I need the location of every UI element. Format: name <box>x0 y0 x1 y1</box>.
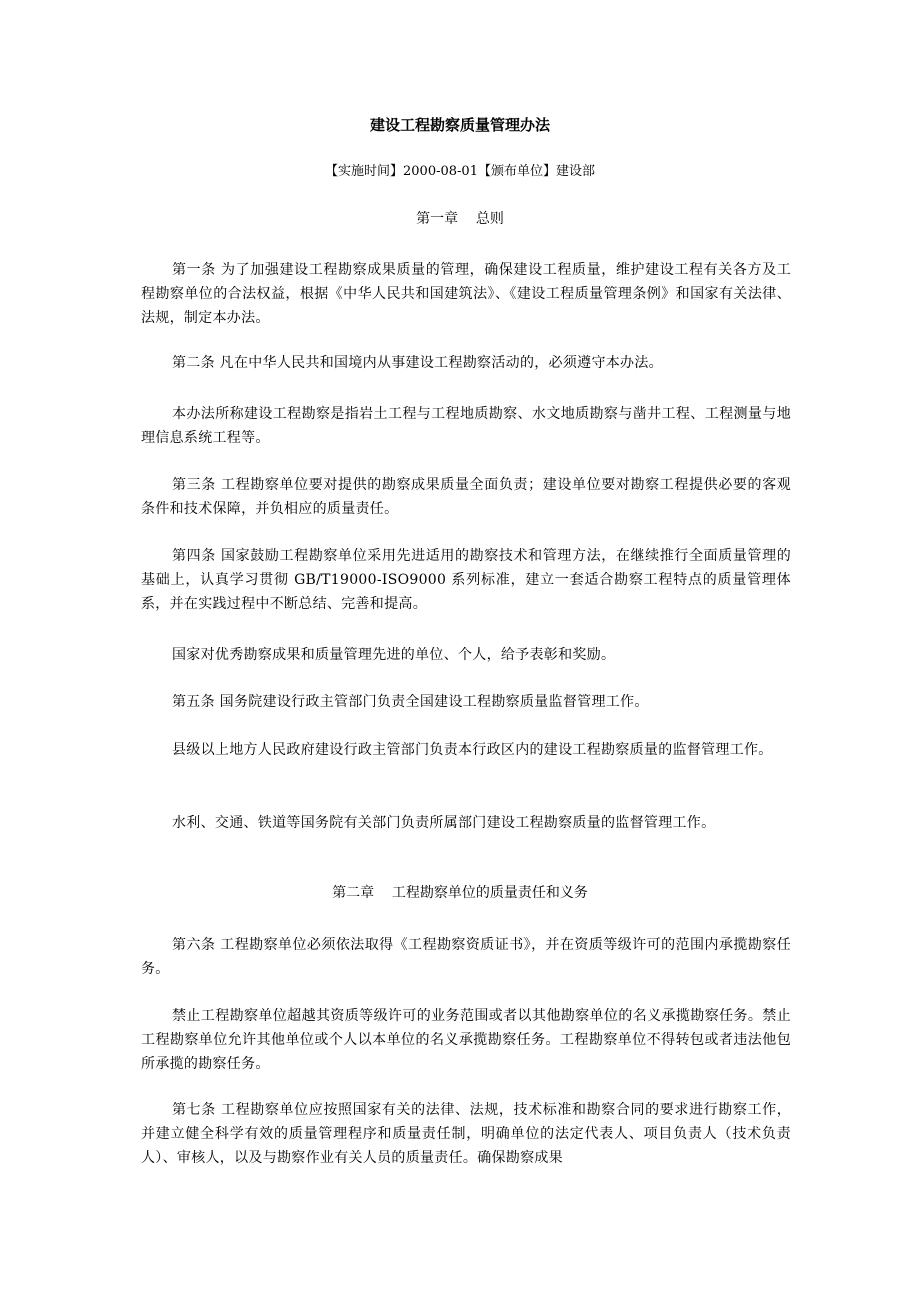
article-3: 第三条 工程勘察单位要对提供的勘察成果质量全面负责；建设单位要对勘察工程提供必要的客观条件和技术保障，并负相应的质量责任。 <box>141 477 791 517</box>
article-4: 第四条 国家鼓励工程勘察单位采用先进适用的勘察技术和管理方法，在继续推行全面质量管理的基础上，认真学习贯彻 GB/T19000-ISO9000 系列标准，建立一套适合勘察工程特点的质量管理体系，并在实践过程中不断总结、完善和提高。 <box>141 548 791 612</box>
article-5-clause-1: 县级以上地方人民政府建设行政主管部门负责本行政区内的建设工程勘察质量的监督管理工作。 <box>172 742 773 758</box>
article-5: 第五条 国务院建设行政主管部门负责全国建设工程勘察质量监督管理工作。 <box>172 694 649 710</box>
article-2: 第二条 凡在中华人民共和国境内从事建设工程勘察活动的，必须遵守本办法。 <box>172 355 663 371</box>
article-2-clause: 本办法所称建设工程勘察是指岩土工程与工程地质勘察、水文地质勘察与凿井工程、工程测量与地理信息系统工程等。 <box>141 406 791 446</box>
chapter-heading-1: 第一章 总则 <box>416 211 504 227</box>
article-5-clause-2: 水利、交通、铁道等国务院有关部门负责所属部门建设工程勘察质量的监督管理工作。 <box>172 815 716 831</box>
document-meta: 【实施时间】2000-08-01【颁布单位】建设部 <box>325 164 595 179</box>
article-6: 第六条 工程勘察单位必须依法取得《工程勘察资质证书》，并在资质等级许可的范围内承揽勘察任务。 <box>141 937 791 977</box>
article-1: 第一条 为了加强建设工程勘察成果质量的管理，确保建设工程质量，维护建设工程有关各方及工程勘察单位的合法权益，根据《中华人民共和国建筑法》、《建设工程质量管理条例》和国家有关法律、法规，制定本办法。 <box>141 262 791 326</box>
chapter-heading-2: 第二章 工程勘察单位的质量责任和义务 <box>332 885 588 901</box>
document-title: 建设工程勘察质量管理办法 <box>369 116 550 134</box>
article-4-clause: 国家对优秀勘察成果和质量管理先进的单位、个人，给予表彰和奖励。 <box>172 647 616 663</box>
article-6-clause: 禁止工程勘察单位超越其资质等级许可的业务范围或者以其他勘察单位的名义承揽勘察任务。禁止工程勘察单位允许其他单位或个人以本单位的名义承揽勘察任务。工程勘察单位不得转包或者违法他包所承揽的勘察任务。 <box>141 1008 791 1072</box>
article-7: 第七条 工程勘察单位应按照国家有关的法律、法规，技术标准和勘察合同的要求进行勘察工作，并建立健全科学有效的质量管理程序和质量责任制，明确单位的法定代表人、项目负责人（技术负责人）、审核人，以及与勘察作业有关人员的质量责任。确保勘察成果 <box>141 1102 791 1166</box>
